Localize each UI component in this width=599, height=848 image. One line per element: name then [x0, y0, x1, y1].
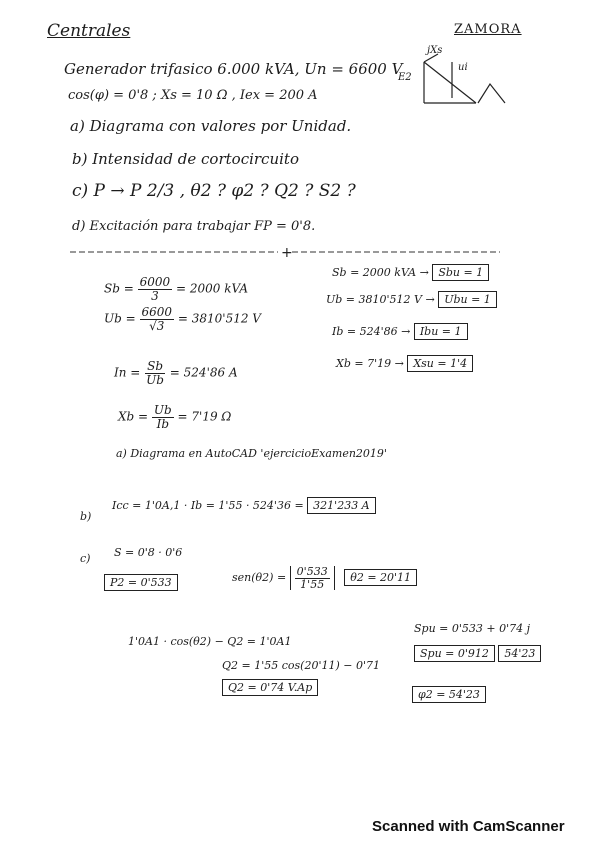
- xsu-box: Xsu = 1'4: [407, 355, 473, 372]
- equation-1: 1'0A1 · cos(θ2) − Q2 = 1'0A1: [128, 635, 292, 648]
- sb-formula: Sb = $\frac{6000}{3}$ = 2000 kVA: [104, 275, 248, 303]
- spu-line: Spu = 0'533 + 0'74 j: [414, 622, 531, 635]
- author-name: ZAMORA: [454, 22, 522, 37]
- theta2-box: θ2 = 20'11: [344, 569, 417, 586]
- problem-item-c: c) P → P 2/3 , θ2 ? φ2 ? Q2 ? S2 ?: [72, 181, 356, 201]
- part-b-answer: Icc = 1'0A,1 · Ib = 1'55 · 524'36 = 321'233 A: [112, 499, 376, 512]
- page-title: Centrales: [47, 21, 131, 41]
- spu-result: [414, 647, 541, 660]
- part-c-s: S = 0'8 · 0'6: [114, 546, 183, 559]
- right-xb: Xb = 7'19 → Xsu = 1'4: [336, 357, 473, 370]
- part-c-label: c): [80, 552, 91, 565]
- diagram-label-e: E2: [398, 72, 412, 83]
- svg-text:+: +: [281, 245, 293, 261]
- icc-result-box: 321'233 A: [307, 497, 375, 514]
- problem-item-a: a) Diagrama con valores por Unidad.: [70, 117, 352, 135]
- part-b-label: b): [80, 510, 92, 523]
- problem-item-b: b) Intensidad de cortocircuito: [72, 150, 299, 168]
- sen-theta-formula: sen(θ2) = $\frac{0'533}{1'55}$ θ2 = 20'11: [232, 566, 417, 590]
- q2-box: Q2 = 0'74 V.Ap: [222, 679, 318, 696]
- equation-2: Q2 = 1'55 cos(20'11) − 0'71: [222, 659, 381, 672]
- spu-angle-box: 54'23: [498, 645, 541, 662]
- right-ib: Ib = 524'86 → Ibu = 1: [332, 325, 468, 338]
- in-formula: In = $\frac{Sb}{Ub}$ = 524'86 A: [114, 359, 238, 387]
- scanner-watermark: Scanned with CamScanner: [372, 818, 565, 835]
- right-sb: Sb = 2000 kVA → Sbu = 1: [332, 266, 489, 279]
- part-a-answer: a) Diagrama en AutoCAD 'ejercicioExamen2019': [116, 447, 387, 460]
- diagram-label-jxs: jXs: [427, 45, 443, 56]
- xb-formula: Xb = $\frac{Ub}{Ib}$ = 7'19 Ω: [118, 403, 232, 431]
- diagram-label-ui: ui: [458, 62, 468, 73]
- spu-box: Spu = 0'912: [414, 645, 495, 662]
- problem-line-1: Generador trifasico 6.000 kVA, Un = 6600 V: [64, 60, 403, 78]
- problem-item-d: d) Excitación para trabajar FP = 0'8.: [72, 219, 316, 234]
- ub-formula: Ub = $\frac{6600}{√3}$ = 3810'512 V: [104, 305, 261, 333]
- sbu-box: Sbu = 1: [432, 264, 489, 281]
- right-ub: Ub = 3810'512 V → Ubu = 1: [326, 293, 497, 306]
- ubu-box: Ubu = 1: [438, 291, 497, 308]
- problem-line-2: cos(φ) = 0'8 ; Xs = 10 Ω , Iex = 200 A: [68, 88, 318, 103]
- ibu-box: Ibu = 1: [414, 323, 468, 340]
- p2-box: P2 = 0'533: [104, 574, 178, 591]
- phi2-box: φ2 = 54'23: [412, 686, 486, 703]
